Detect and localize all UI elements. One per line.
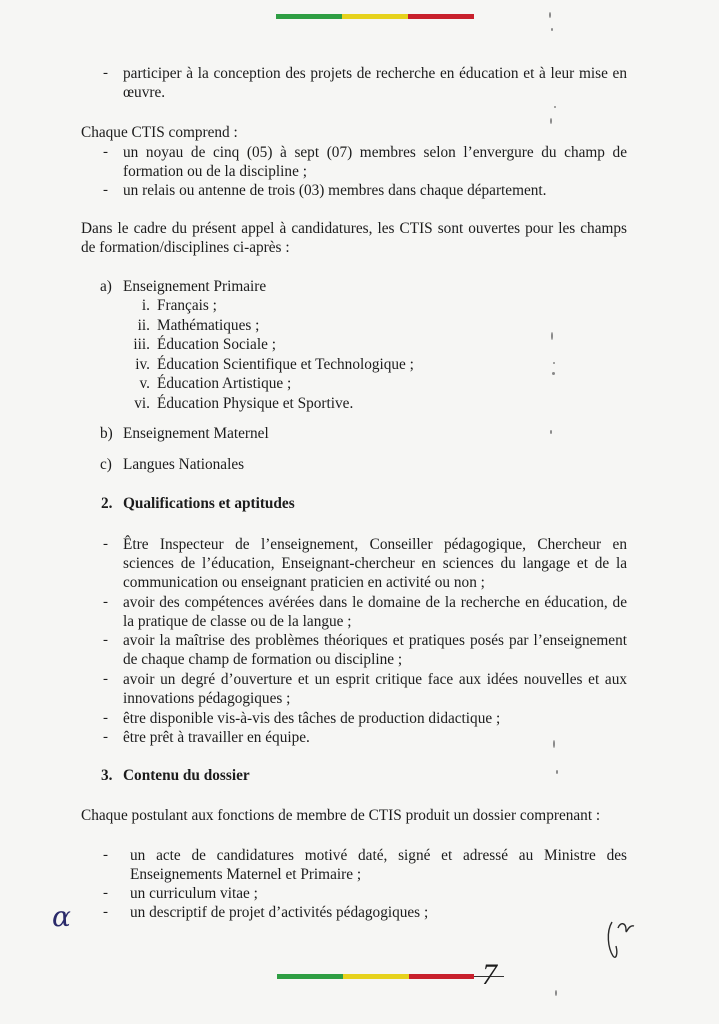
scan-speck xyxy=(554,106,556,108)
section-3-title: Contenu du dossier xyxy=(123,767,250,784)
scan-speck xyxy=(551,28,553,31)
ctis-item-1: un noyau de cinq (05) à sept (07) membres selon l’envergure du champ de formation ou de la discipline ; xyxy=(123,144,627,180)
sub-item-number: iii. xyxy=(133,336,150,353)
top-bullet-text: participer à la conception des projets de recherche en éducation et à leur mise en œuvre. xyxy=(123,65,627,101)
flag-yellow-stripe xyxy=(343,974,409,979)
sub-item-label: Français ; xyxy=(157,297,217,314)
scan-speck xyxy=(556,770,558,774)
field-a-label: Enseignement Primaire xyxy=(123,278,267,295)
scan-speck xyxy=(553,362,555,364)
scan-speck xyxy=(553,740,555,748)
dossier-item: un curriculum vitae ; xyxy=(130,885,258,902)
scan-speck xyxy=(555,990,557,996)
handwritten-initials-mark xyxy=(604,918,640,962)
sub-item-label: Éducation Artistique ; xyxy=(157,375,292,392)
bullet-dash: - xyxy=(103,65,108,81)
qualification-item: avoir la maîtrise des problèmes théoriques et pratiques posés par l’enseignement de chaque champ de formation ou discipline ; xyxy=(123,632,627,668)
handwritten-initial-mark: ɑ xyxy=(52,900,71,933)
bullet-dash: - xyxy=(103,536,108,552)
bullet-dash: - xyxy=(103,144,108,160)
bullet-dash: - xyxy=(103,671,108,687)
field-b-marker: b) xyxy=(100,425,113,442)
section-3-number: 3. xyxy=(101,767,113,784)
dossier-item: un descriptif de projet d’activités pédagogiques ; xyxy=(130,904,429,921)
flag-green-stripe xyxy=(277,974,343,979)
sub-item-label: Éducation Scientifique et Technologique ; xyxy=(157,356,414,373)
page-number: 7 xyxy=(482,958,497,991)
sub-item-number: i. xyxy=(141,297,150,314)
sub-item-number: v. xyxy=(139,375,150,392)
bullet-dash: - xyxy=(103,710,108,726)
bullet-dash: - xyxy=(103,847,108,863)
field-c-marker: c) xyxy=(100,456,112,473)
qualification-item: être prêt à travailler en équipe. xyxy=(123,729,310,746)
scan-speck xyxy=(551,332,553,340)
ctis-intro: Chaque CTIS comprend : xyxy=(81,124,238,141)
flag-red-stripe xyxy=(408,14,474,19)
section-2-number: 2. xyxy=(101,495,113,512)
bullet-dash: - xyxy=(103,904,108,920)
flag-green-stripe xyxy=(276,14,342,19)
bullet-dash: - xyxy=(103,885,108,901)
sub-item-label: Mathématiques ; xyxy=(157,317,260,334)
flag-colors-footer-bar xyxy=(277,974,474,979)
qualification-item: être disponible vis-à-vis des tâches de production didactique ; xyxy=(123,710,501,727)
bullet-dash: - xyxy=(103,632,108,648)
sub-item-label: Éducation Sociale ; xyxy=(157,336,276,353)
field-c-label: Langues Nationales xyxy=(123,456,245,473)
sub-item-number: vi. xyxy=(134,395,150,412)
field-b-label: Enseignement Maternel xyxy=(123,425,269,442)
field-a-marker: a) xyxy=(100,278,112,295)
ctis-item-2: un relais ou antenne de trois (03) membres dans chaque département. xyxy=(123,182,547,199)
flag-red-stripe xyxy=(409,974,474,979)
flag-yellow-stripe xyxy=(342,14,408,19)
section-2-title: Qualifications et aptitudes xyxy=(123,495,295,512)
scan-speck xyxy=(550,430,552,434)
scan-speck xyxy=(549,12,551,18)
qualification-item: avoir un degré d’ouverture et un esprit critique face aux idées nouvelles et aux innovations pédagogiques ; xyxy=(123,671,627,707)
fields-intro: Dans le cadre du présent appel à candidatures, les CTIS sont ouvertes pour les champs de formation/disciplines ci-après : xyxy=(81,220,627,256)
bullet-dash: - xyxy=(103,729,108,745)
bullet-dash: - xyxy=(103,182,108,198)
scan-speck xyxy=(550,118,552,124)
dossier-item: un acte de candidatures motivé daté, signé et adressé au Ministre des Enseignements Maternel et Primaire ; xyxy=(130,847,627,883)
sub-item-number: iv. xyxy=(135,356,150,373)
sub-item-label: Éducation Physique et Sportive. xyxy=(157,395,354,412)
flag-colors-header-bar xyxy=(276,14,474,19)
bullet-dash: - xyxy=(103,594,108,610)
qualification-item: Être Inspecteur de l’enseignement, Conseiller pédagogique, Chercheur en sciences de l’éducation, Enseignant-chercheur en sciences du langage et de la communication ou enseignant praticien en activité ou non ; xyxy=(123,536,627,591)
qualification-item: avoir des compétences avérées dans le domaine de la recherche en éducation, de la pratique de classe ou de la langue ; xyxy=(123,594,627,630)
sub-item-number: ii. xyxy=(137,317,150,334)
scan-speck xyxy=(552,372,555,375)
dossier-intro: Chaque postulant aux fonctions de membre de CTIS produit un dossier comprenant : xyxy=(81,807,601,824)
